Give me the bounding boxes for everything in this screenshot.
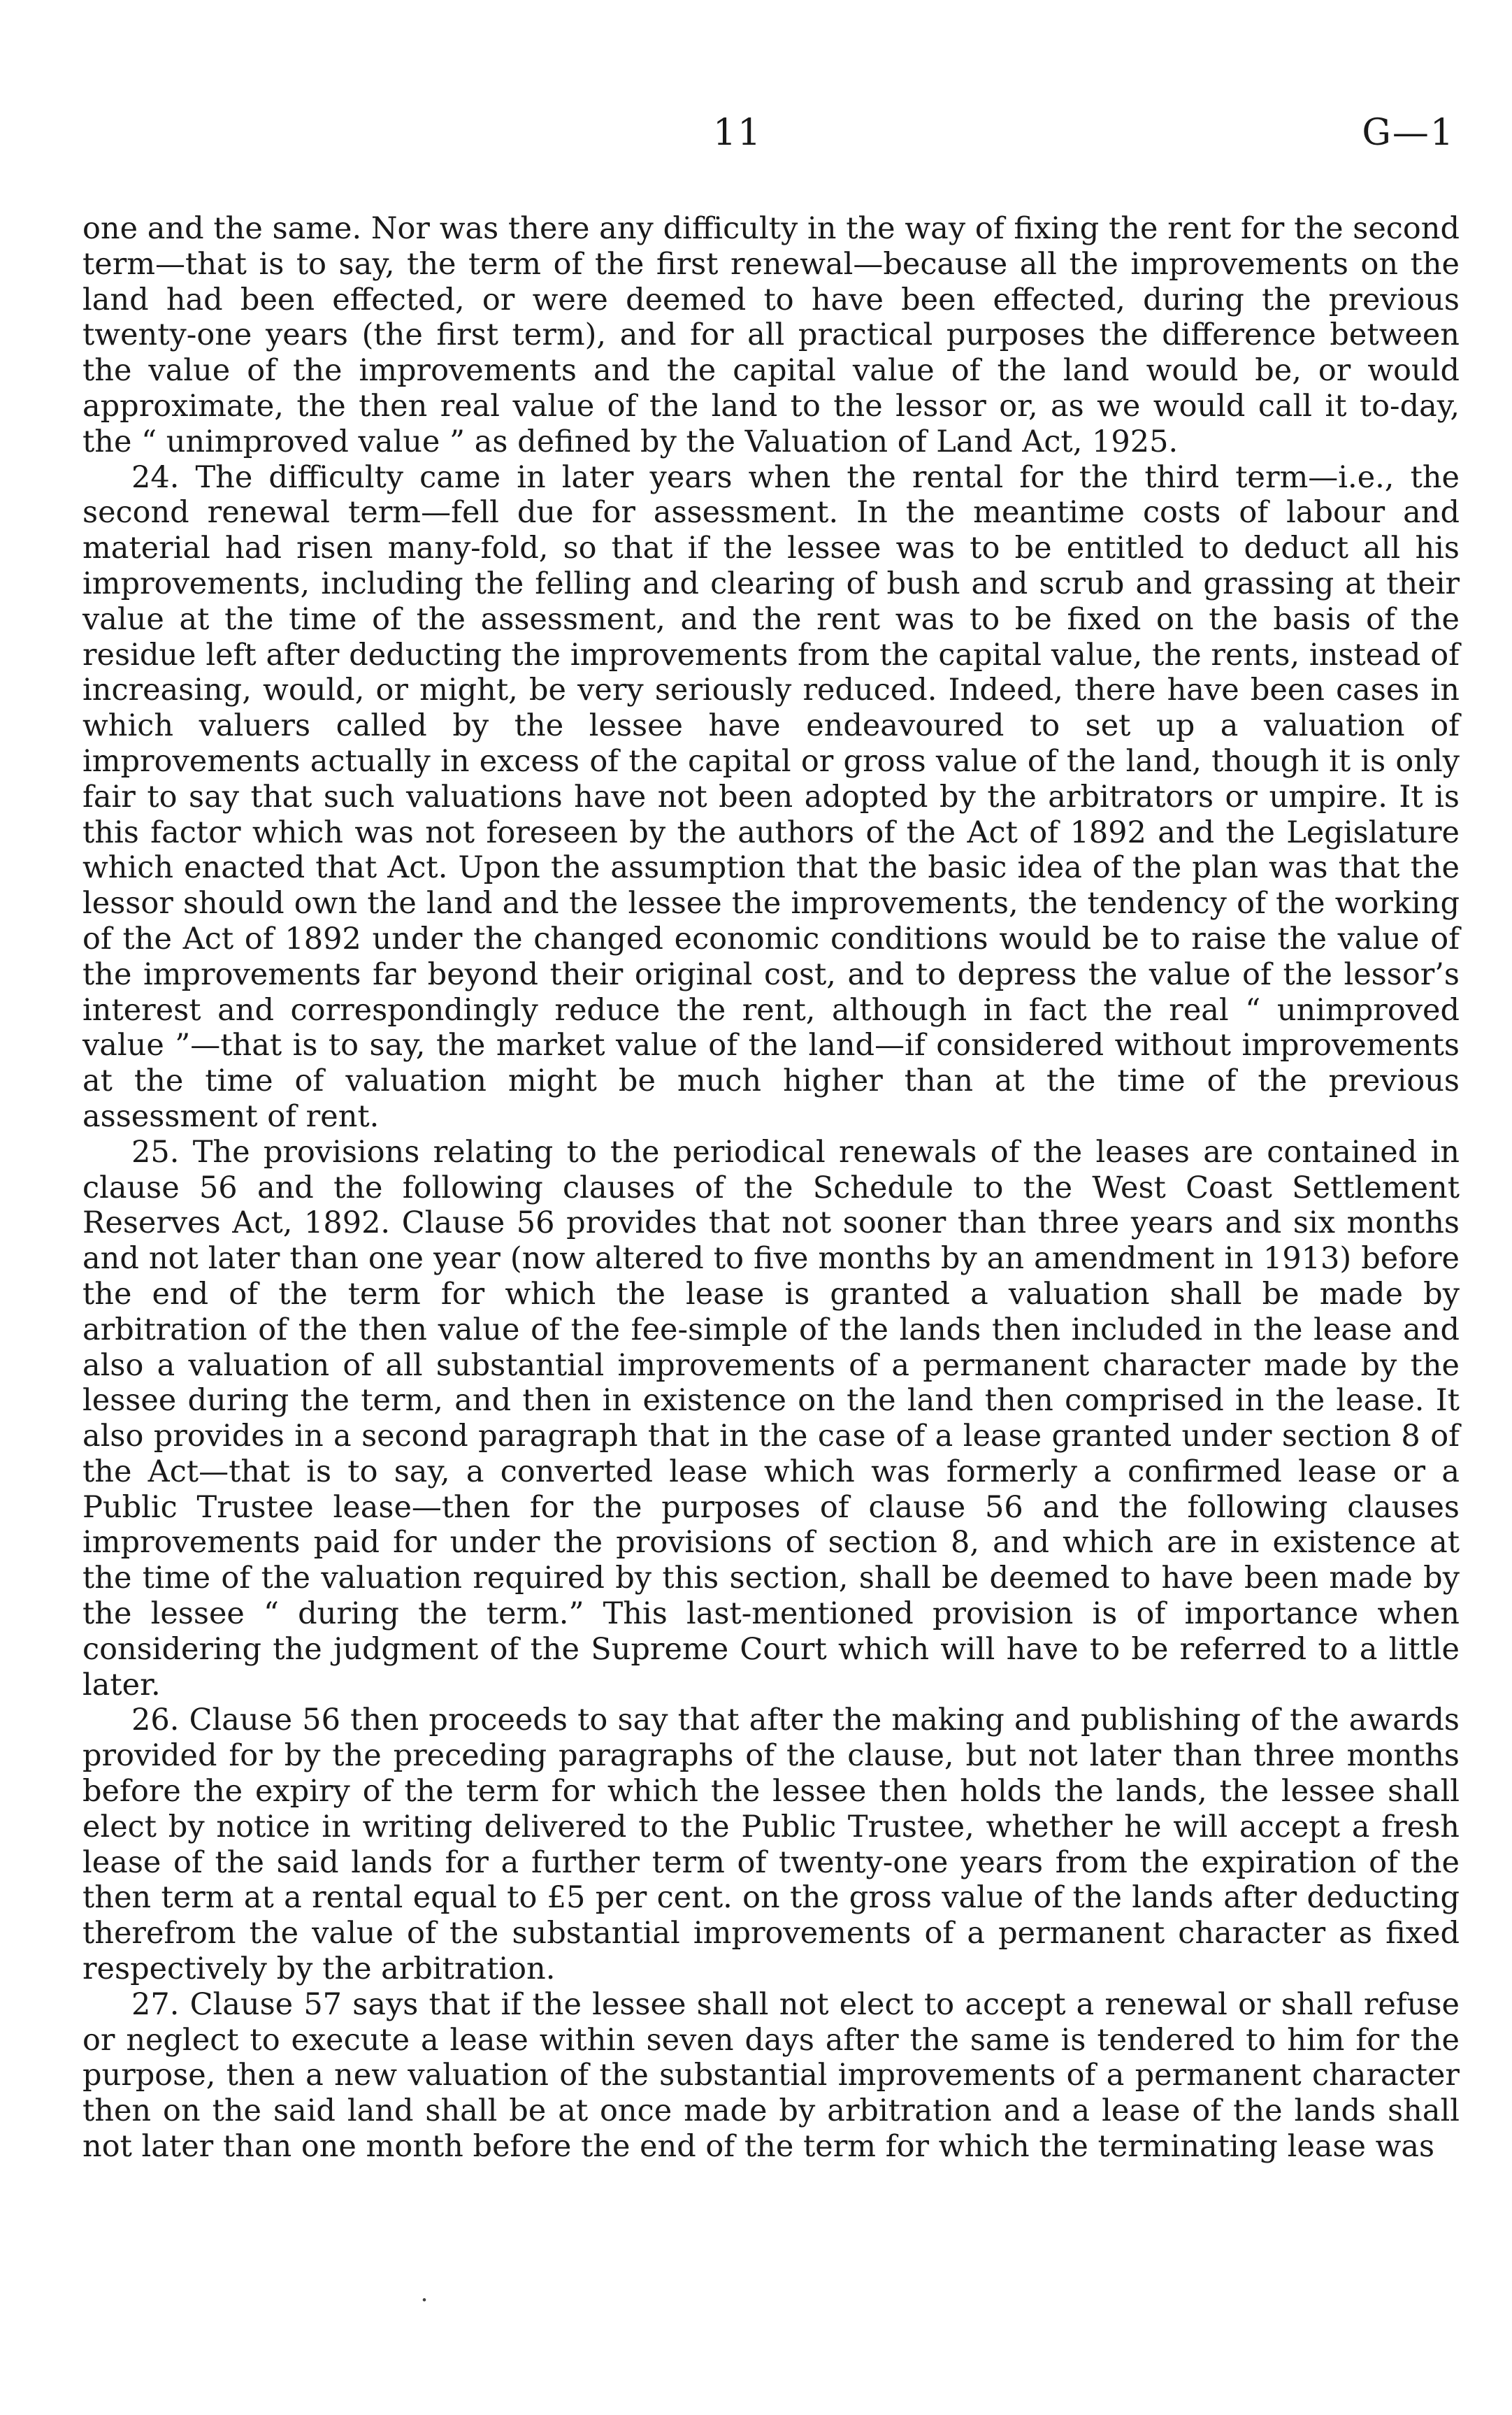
- paragraph-26: 26. Clause 56 then proceeds to say that after the making and publishing of the awards provided for by the preceding paragraphs of the clause, but not later than three months before the expiry of the term for which the lessee then holds the lands, the lessee shall elect by notice in writing delivered to the Public Trustee, whether he will accept a fresh lease of the said lands for a further term of twenty-one years from the expiration of the then term at a rental equal to £5 per cent. on the gross value of the lands after deducting therefrom the value of the substantial improvements of a permanent character as fixed respectively by the arbitration.: [82, 1703, 1460, 1987]
- page-number: 11: [713, 112, 763, 154]
- paragraph-25: 25. The provisions relating to the periodical renewals of the leases are contained in clause 56 and the following clauses of the Schedule to the West Coast Settlement Reserves Act, 1892. Clause 56 provides that not sooner than three years and six months and not later than one year (now altered to five months by an amendment in 1913) before the end of the term for which the lease is granted a valuation shall be made by arbitration of the then value of the fee-simple of the lands then included in the lease and also a valuation of all substantial improvements of a permanent character made by the lessee during the term, and then in existence on the land then comprised in the lease. It also provides in a second paragraph that in the case of a lease granted under section 8 of the Act—that is to say, a converted lease which was formerly a confirmed lease or a Public Trustee lease—then for the purposes of clause 56 and the following clauses improvements paid for under the provisions of section 8, and which are in existence at the time of the valuation required by this section, shall be deemed to have been made by the lessee “ during the term.” This last-mentioned provision is of importance when considering the judgment of the Supreme Court which will have to be referred to a little later.: [82, 1134, 1460, 1703]
- footer-mark: ˙: [417, 2295, 431, 2327]
- paragraph-24: 24. The difficulty came in later years when the rental for the third term—i.e., the second renewal term—fell due for assessment. In the meantime costs of labour and material had risen many-fold, so that if the lessee was to be entitled to deduct all his improvements, including the felling and clearing of bush and scrub and grassing at their value at the time of the assessment, and the rent was to be fixed on the basis of the residue left after deducting the improvements from the capital value, the rents, instead of increasing, would, or might, be very seriously reduced. Indeed, there have been cases in which valuers called by the lessee have endeavoured to set up a valuation of improvements actually in excess of the capital or gross value of the land, though it is only fair to say that such valuations have not been adopted by the arbitrators or umpire. It is this factor which was not foreseen by the authors of the Act of 1892 and the Legislature which enacted that Act. Upon the assumption that the basic idea of the plan was that the lessor should own the land and the lessee the improvements, the tendency of the working of the Act of 1892 under the changed economic conditions would be to raise the value of the improvements far beyond their original cost, and to depress the value of the lessor’s interest and correspondingly reduce the rent, although in fact the real “ unimproved value ”—that is to say, the market value of the land—if considered without improvements at the time of valuation might be much higher than at the time of the previous assessment of rent.: [82, 459, 1460, 1134]
- paragraph-27: 27. Clause 57 says that if the lessee shall not elect to accept a renewal or shall refuse or neglect to execute a lease within seven days after the same is tendered to him for the purpose, then a new valuation of the substantial improvements of a permanent character then on the said land shall be at once made by arbitration and a lease of the lands shall not later than one month before the end of the term for which the terminating lease was: [82, 1986, 1460, 2165]
- body-text: [82, 211, 1460, 2165]
- paragraph-continuation: one and the same. Nor was there any difficulty in the way of fixing the rent for the second term—that is to say, the term of the first renewal—because all the improvements on the land had been effected, or were deemed to have been effected, during the previous twenty-one years (the first term), and for all practical purposes the difference between the value of the improvements and the capital value of the land would be, or would approximate, the then real value of the land to the lessor or, as we would call it to-day, the “ unimproved value ” as defined by the Valuation of Land Act, 1925.: [82, 211, 1460, 459]
- document-code: G—1: [1362, 112, 1455, 154]
- page-header: [0, 112, 1512, 168]
